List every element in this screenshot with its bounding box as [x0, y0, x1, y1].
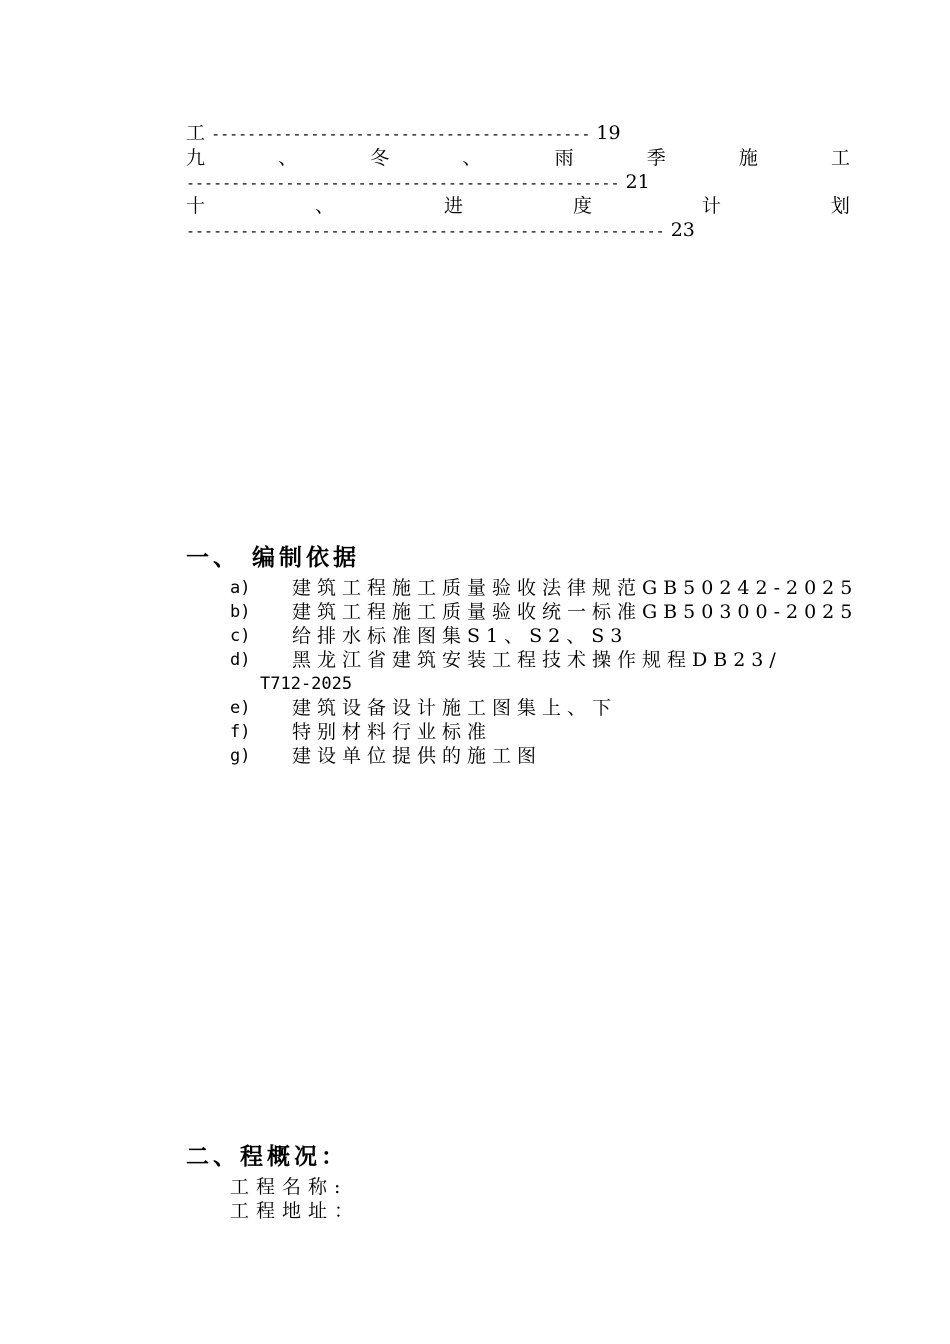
toc-char: 工: [830, 147, 850, 169]
toc-char: 计: [701, 195, 721, 217]
toc-char: 九: [186, 147, 206, 169]
list-item: [230, 720, 860, 744]
toc-page-number: 21: [625, 171, 650, 193]
toc-char: 施: [738, 147, 758, 169]
toc-char: 进: [443, 195, 463, 217]
toc-page-number: 23: [670, 219, 695, 241]
list-item: [230, 600, 860, 624]
toc-entry-winter-rain: [186, 146, 850, 170]
toc-entry-schedule: [186, 194, 850, 218]
toc-char: 季: [646, 147, 666, 169]
list-item: [230, 576, 860, 600]
toc-entry-construction: [186, 121, 850, 146]
toc-leader: -----------------------------------------------------: [186, 222, 665, 240]
toc-char: 雨: [554, 147, 574, 169]
toc-entry-text: 工: [186, 122, 206, 144]
toc-char: 、: [314, 195, 334, 217]
list-item-text: 给排水标准图集S1、S2、S3: [292, 625, 629, 647]
list-marker: g): [230, 746, 251, 766]
project-name-label: 工程名称:: [230, 1176, 348, 1198]
list-item-text: 黑龙江省建筑安装工程技术操作规程DB23/: [292, 649, 782, 671]
toc-char: 、: [278, 147, 298, 169]
toc-leader: ------------------------------------------------: [186, 174, 620, 192]
list-marker: a): [230, 578, 251, 598]
list-item: [230, 744, 860, 768]
list-marker: e): [230, 698, 251, 718]
toc-leader-line: [186, 170, 850, 195]
list-item: [230, 696, 860, 720]
toc-char: 、: [462, 147, 482, 169]
list-marker: b): [230, 602, 251, 622]
toc-char: 冬: [370, 147, 390, 169]
list-item: [230, 624, 860, 648]
section-heading-overview: 二、程概况：: [186, 1144, 348, 1170]
list-item-text: 建筑工程施工质量验收统一标准GB50300-2025: [292, 601, 859, 623]
list-item-text: 建筑设备设计施工图集上、下: [292, 697, 618, 719]
toc-char: 度: [572, 195, 592, 217]
project-address-label: 工程地址：: [230, 1200, 361, 1222]
list-item-text: 特别材料行业标准: [292, 721, 493, 743]
section-heading-basis: 一、 编制依据: [186, 545, 361, 571]
toc-leader: ------------------------------------------: [211, 125, 591, 143]
list-marker: f): [230, 722, 251, 742]
toc-page-number: 19: [596, 122, 621, 144]
list-marker: c): [230, 626, 251, 646]
toc-char: 十: [186, 195, 206, 217]
list-item-text: 建设单位提供的施工图: [292, 745, 543, 767]
toc-char: 划: [830, 195, 850, 217]
list-item: [230, 648, 860, 672]
list-marker: d): [230, 650, 251, 670]
toc-leader-line: [186, 218, 850, 243]
list-item-text: 建筑工程施工质量验收法律规范GB50242-2025: [292, 577, 859, 599]
list-item-continuation: T712-2025: [260, 674, 353, 694]
basis-list: [230, 576, 860, 768]
